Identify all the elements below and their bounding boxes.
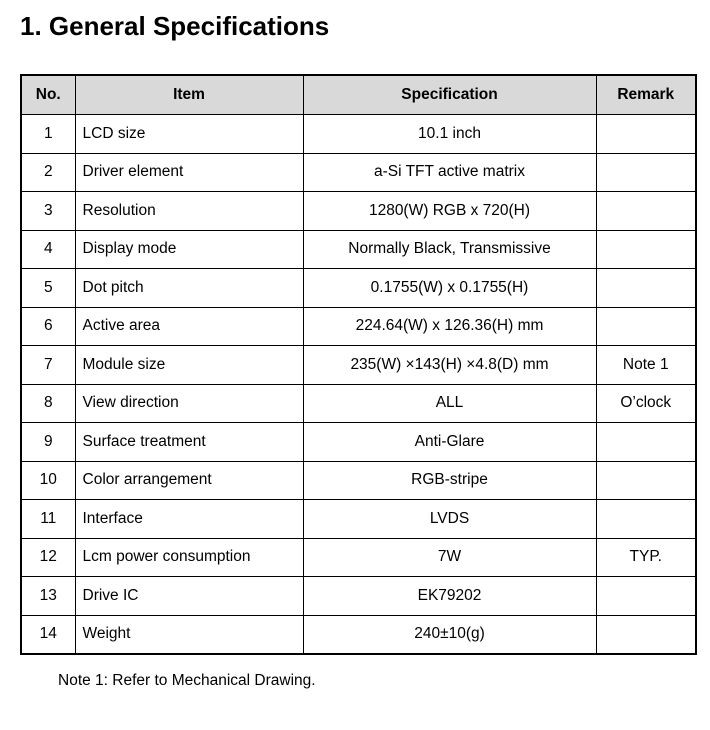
row-no: 12: [21, 538, 75, 577]
table-row: [21, 538, 696, 577]
table-row: [21, 461, 696, 500]
row-specification: 224.64(W) x 126.36(H) mm: [303, 307, 596, 346]
row-item: Dot pitch: [75, 269, 303, 308]
row-no: 2: [21, 153, 75, 192]
row-specification: LVDS: [303, 500, 596, 539]
row-specification: Anti-Glare: [303, 423, 596, 462]
row-no: 13: [21, 577, 75, 616]
row-item: Surface treatment: [75, 423, 303, 462]
row-item: Active area: [75, 307, 303, 346]
row-remark: Note 1: [596, 346, 696, 385]
table-row: [21, 192, 696, 231]
table-row: [21, 153, 696, 192]
row-remark: O’clock: [596, 384, 696, 423]
table-row: [21, 230, 696, 269]
row-item: Display mode: [75, 230, 303, 269]
row-item: Driver element: [75, 153, 303, 192]
row-no: 11: [21, 500, 75, 539]
row-item: Color arrangement: [75, 461, 303, 500]
table-row: [21, 615, 696, 654]
row-no: 9: [21, 423, 75, 462]
table-row: [21, 423, 696, 462]
row-specification: EK79202: [303, 577, 596, 616]
row-remark: [596, 307, 696, 346]
row-specification: 240±10(g): [303, 615, 596, 654]
row-item: Module size: [75, 346, 303, 385]
row-no: 4: [21, 230, 75, 269]
header-specification: Specification: [303, 75, 596, 115]
row-no: 8: [21, 384, 75, 423]
row-specification: 0.1755(W) x 0.1755(H): [303, 269, 596, 308]
header-remark: Remark: [596, 75, 696, 115]
table-header-row: [21, 75, 696, 115]
row-remark: TYP.: [596, 538, 696, 577]
row-specification: RGB-stripe: [303, 461, 596, 500]
row-item: Lcm power consumption: [75, 538, 303, 577]
row-specification: 7W: [303, 538, 596, 577]
row-remark: [596, 577, 696, 616]
row-item: Weight: [75, 615, 303, 654]
header-item: Item: [75, 75, 303, 115]
table-row: [21, 115, 696, 154]
row-item: Interface: [75, 500, 303, 539]
row-item: View direction: [75, 384, 303, 423]
row-specification: 10.1 inch: [303, 115, 596, 154]
row-no: 10: [21, 461, 75, 500]
row-no: 14: [21, 615, 75, 654]
row-remark: [596, 615, 696, 654]
row-remark: [596, 192, 696, 231]
row-remark: [596, 500, 696, 539]
row-specification: Normally Black, Transmissive: [303, 230, 596, 269]
table-row: [21, 384, 696, 423]
row-no: 7: [21, 346, 75, 385]
row-remark: [596, 423, 696, 462]
row-specification: a-Si TFT active matrix: [303, 153, 596, 192]
row-no: 5: [21, 269, 75, 308]
row-no: 6: [21, 307, 75, 346]
table-row: [21, 577, 696, 616]
row-item: LCD size: [75, 115, 303, 154]
row-specification: ALL: [303, 384, 596, 423]
general-specifications-table: [20, 74, 697, 655]
row-remark: [596, 230, 696, 269]
row-remark: [596, 115, 696, 154]
row-no: 3: [21, 192, 75, 231]
row-remark: [596, 153, 696, 192]
row-specification: 235(W) ×143(H) ×4.8(D) mm: [303, 346, 596, 385]
table-row: [21, 346, 696, 385]
table-row: [21, 307, 696, 346]
section-title: 1. General Specifications: [20, 11, 330, 41]
row-remark: [596, 269, 696, 308]
footnote: Note 1: Refer to Mechanical Drawing.: [58, 672, 316, 689]
row-item: Resolution: [75, 192, 303, 231]
table-row: [21, 269, 696, 308]
row-specification: 1280(W) RGB x 720(H): [303, 192, 596, 231]
row-remark: [596, 461, 696, 500]
row-no: 1: [21, 115, 75, 154]
row-item: Drive IC: [75, 577, 303, 616]
table-row: [21, 500, 696, 539]
header-no: No.: [21, 75, 75, 115]
